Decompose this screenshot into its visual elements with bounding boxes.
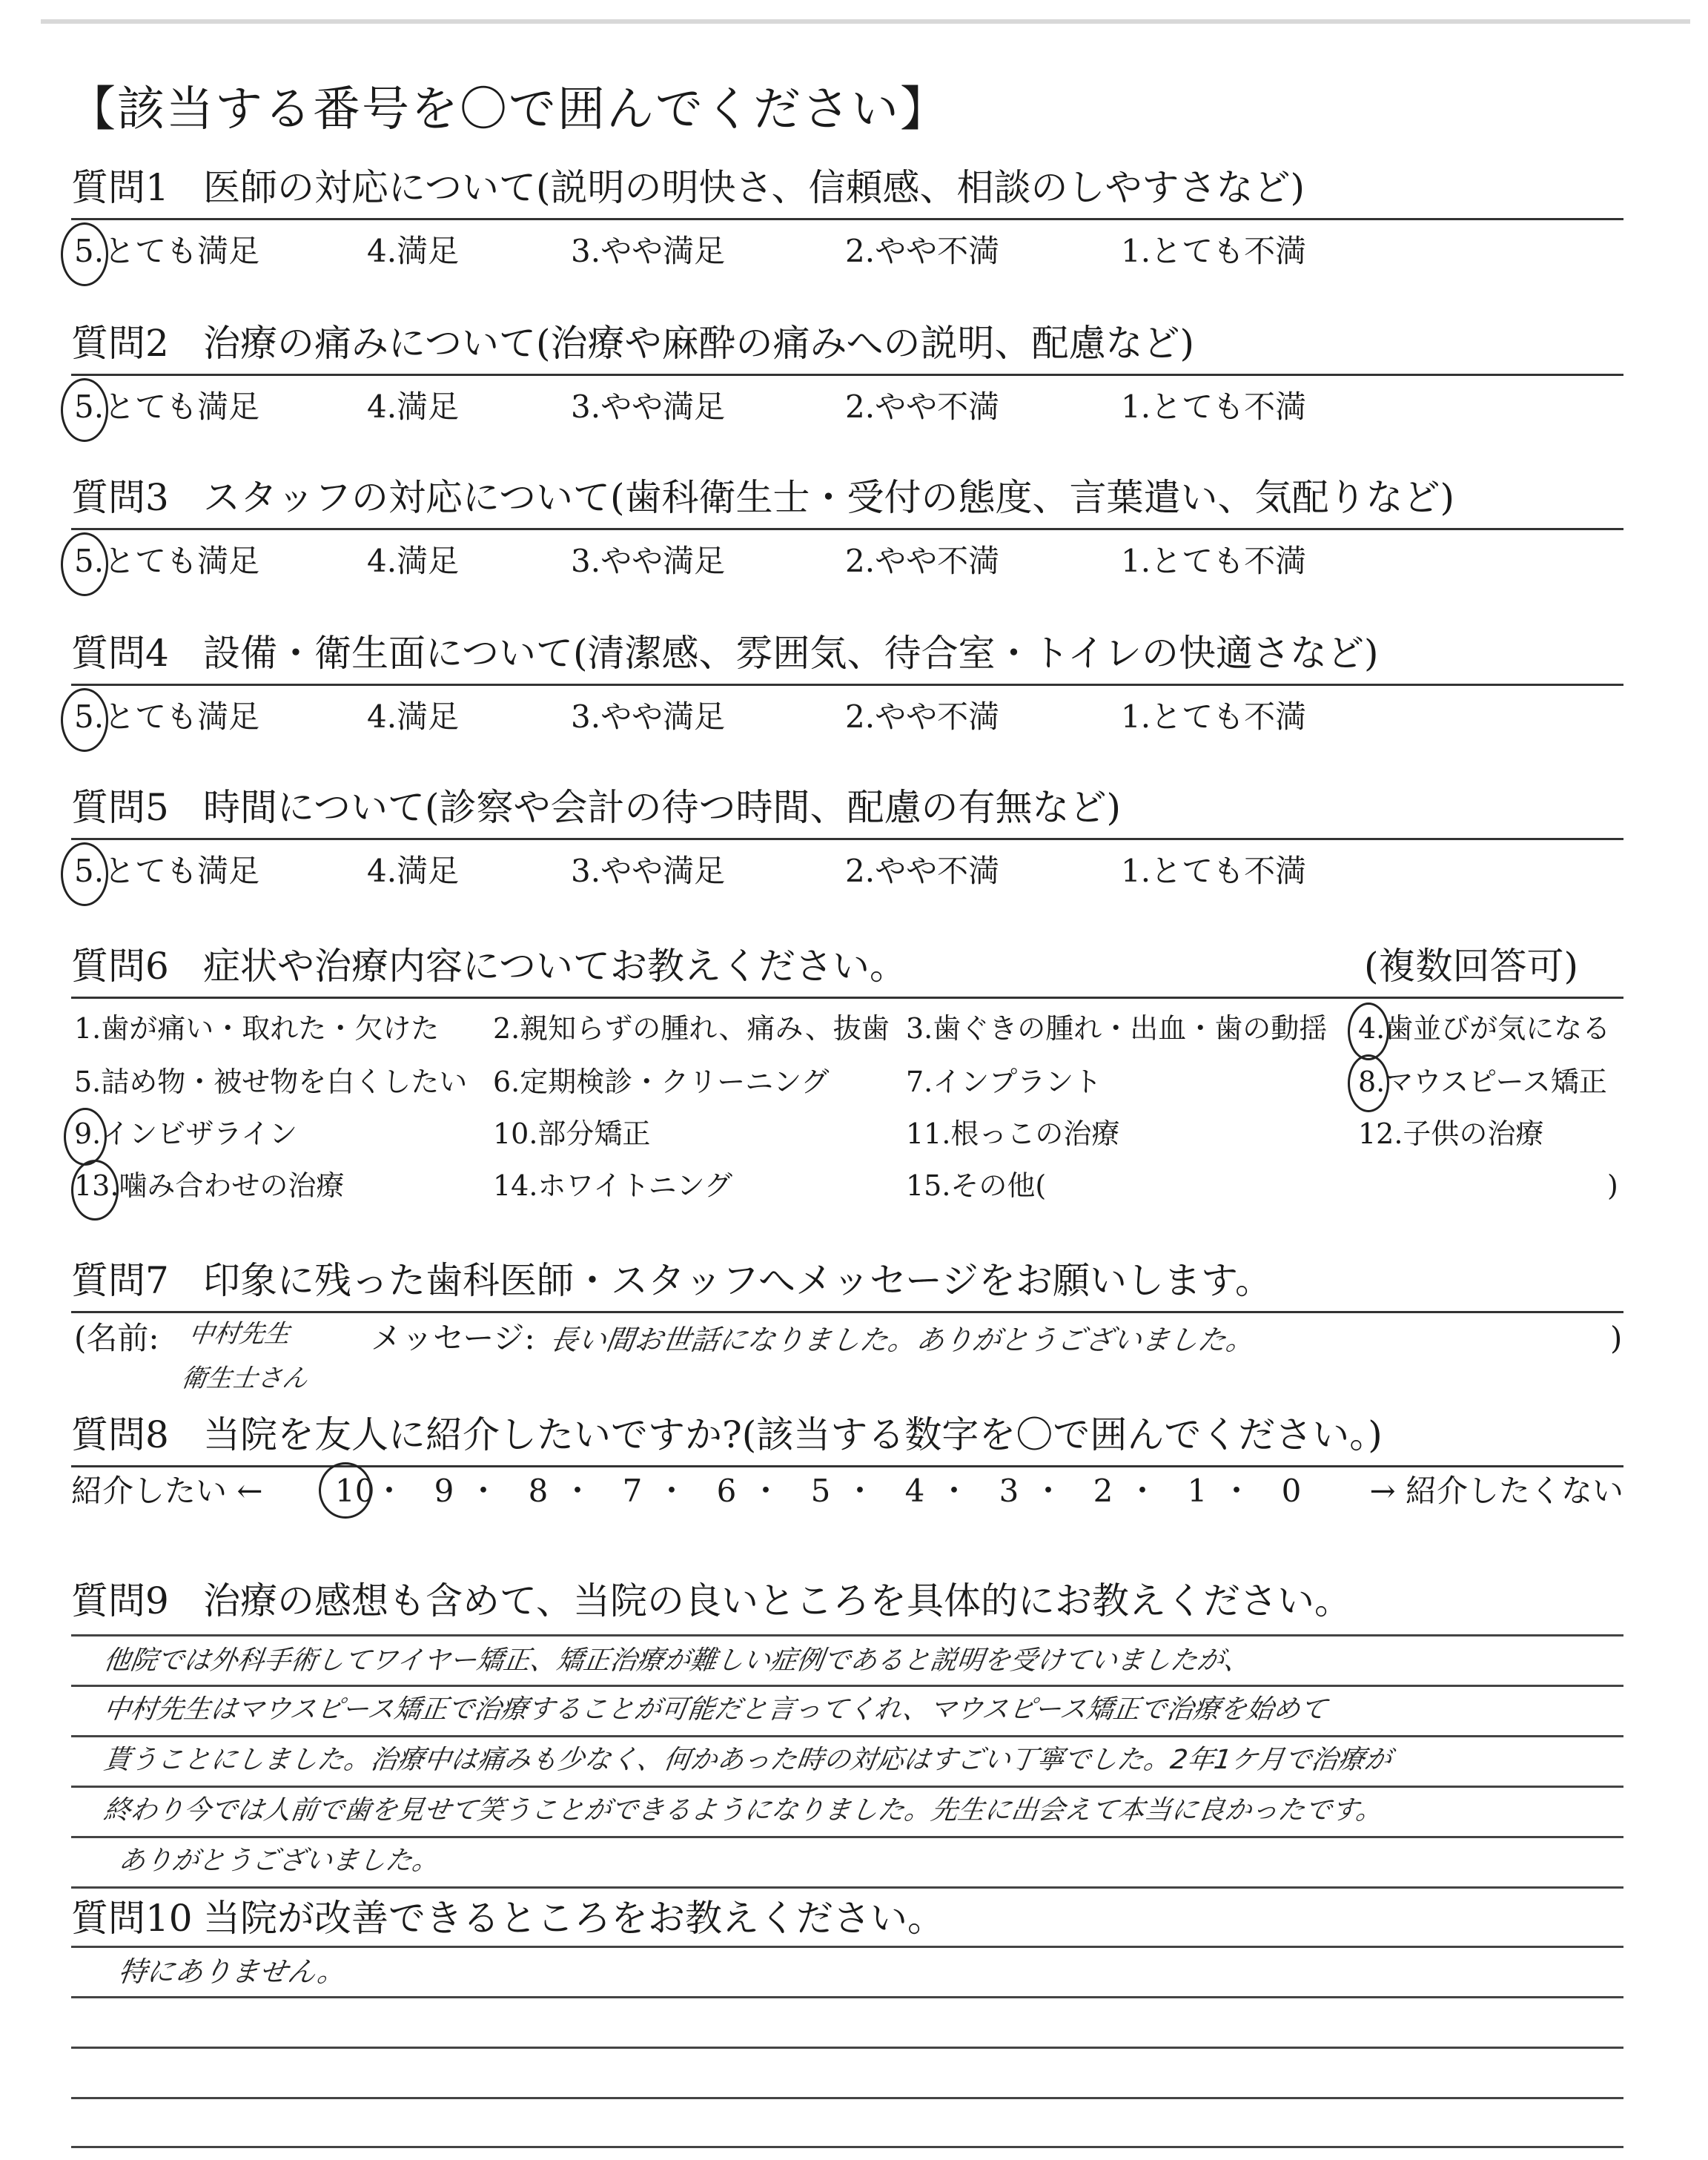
q6-note: (複数回答可) (1364, 945, 1579, 988)
q9-line-1 (71, 1634, 1623, 1636)
q2-option-3[interactable]: 3.やや満足 (571, 389, 726, 425)
q4-number: 質問4 (71, 632, 169, 675)
page-title: 【該当する番号を〇で囲んでください】 (68, 82, 949, 137)
q6-heading (71, 945, 907, 988)
q6-option-9[interactable]: 9.インビザライン (74, 1117, 298, 1150)
q9-line-3 (71, 1735, 1623, 1737)
q4-option-3[interactable]: 3.やや満足 (571, 698, 726, 735)
q6-selection-circle-13 (71, 1160, 119, 1221)
q5-option-1[interactable]: 1.とても不満 (1121, 853, 1307, 889)
q4-option-4[interactable]: 4.満足 (367, 698, 460, 735)
q3-option-5[interactable]: 5.とても満足 (74, 543, 260, 579)
q10-line-1 (71, 1946, 1623, 1948)
q6-selection-circle-9 (64, 1108, 107, 1166)
q5-number: 質問5 (71, 786, 169, 829)
q1-option-4[interactable]: 4.満足 (367, 233, 460, 269)
q8-scale-10[interactable]: 10 (335, 1473, 375, 1509)
q8-number: 質問8 (71, 1413, 169, 1456)
q9-line-6 (71, 1886, 1623, 1889)
q9-text: 治療の感想も含めて、当院の良いところを具体的にお教えください。 (203, 1579, 1351, 1622)
q4-rule (71, 684, 1623, 686)
q8-right-label: → 紹介したくない (1369, 1473, 1623, 1509)
q8-scale-8[interactable]: 8 (528, 1473, 549, 1509)
q2-text: 治療の痛みについて(治療や麻酔の痛みへの説明、配慮など) (203, 322, 1195, 365)
q8-text: 当院を友人に紹介したいですか?(該当する数字を〇で囲んでください。) (203, 1413, 1383, 1456)
q8-scale-dot: ・ (374, 1473, 406, 1509)
q8-scale-6[interactable]: 6 (716, 1473, 737, 1509)
q6-number: 質問6 (71, 945, 169, 988)
q8-scale-3[interactable]: 3 (999, 1473, 1019, 1509)
q1-number: 質問1 (71, 166, 169, 209)
q6-text: 症状や治療内容についてお教えください。 (203, 945, 907, 988)
q6-rule (71, 997, 1623, 999)
q9-line-4 (71, 1786, 1623, 1788)
q4-option-2[interactable]: 2.やや不満 (845, 698, 1000, 735)
q1-option-5[interactable]: 5.とても満足 (74, 233, 260, 269)
q5-option-3[interactable]: 3.やや満足 (571, 853, 726, 889)
q5-option-4[interactable]: 4.満足 (367, 853, 460, 889)
q6-selection-circle-4 (1348, 1003, 1389, 1060)
q2-selection-circle (61, 378, 108, 442)
q10-text: 当院が改善できるところをお教えください。 (203, 1897, 944, 1940)
q7-close-paren: ) (1610, 1320, 1623, 1356)
q3-heading (71, 476, 1455, 519)
q8-rule (71, 1465, 1623, 1467)
q3-text: スタッフの対応について(歯科衛生士・受付の態度、言葉遣い、気配りなど) (203, 476, 1455, 519)
q5-option-5[interactable]: 5.とても満足 (74, 853, 260, 889)
q6-option-7[interactable]: 7.インプラント (906, 1066, 1102, 1098)
q6-option-4[interactable]: 4.歯並びが気になる (1358, 1012, 1611, 1045)
q10-line-5 (71, 2146, 1623, 2148)
q5-text: 時間について(診察や会計の待つ時間、配慮の有無など) (203, 786, 1122, 829)
q8-scale-dot: ・ (844, 1473, 876, 1509)
q8-heading (71, 1413, 1383, 1456)
q9-answer-line-2: 中村先生はマウスピース矯正で治療することが可能だと言ってくれ、マウスピース矯正で治療を始めて (102, 1694, 1329, 1725)
q3-rule (71, 528, 1623, 530)
q3-number: 質問3 (71, 476, 169, 519)
q1-option-1[interactable]: 1.とても不満 (1121, 233, 1307, 269)
q7-message-value: 長い間お世話になりました。ありがとうございました。 (547, 1324, 1257, 1356)
q2-option-4[interactable]: 4.満足 (367, 389, 460, 425)
q9-line-2 (71, 1685, 1623, 1687)
q9-number: 質問9 (71, 1579, 169, 1622)
q10-heading (71, 1897, 944, 1940)
q6-option-15[interactable]: 15.その他( (906, 1169, 1047, 1202)
q4-text: 設備・衛生面について(清潔感、雰囲気、待合室・トイレの快適さなど) (203, 632, 1379, 675)
q8-scale-4[interactable]: 4 (904, 1473, 925, 1509)
q8-scale-dot: ・ (939, 1473, 970, 1509)
q4-option-1[interactable]: 1.とても不満 (1121, 698, 1307, 735)
q7-message-label: メッセージ: (371, 1320, 535, 1356)
q7-rule (71, 1311, 1623, 1313)
q6-option-6[interactable]: 6.定期検診・クリーニング (493, 1066, 830, 1098)
q5-rule (71, 838, 1623, 840)
q3-option-2[interactable]: 2.やや不満 (845, 543, 1000, 579)
q2-option-1[interactable]: 1.とても不満 (1121, 389, 1307, 425)
q3-option-3[interactable]: 3.やや満足 (571, 543, 726, 579)
q1-option-3[interactable]: 3.やや満足 (571, 233, 726, 269)
q1-text: 医師の対応について(説明の明快さ、信頼感、相談のしやすさなど) (203, 166, 1305, 209)
q2-option-2[interactable]: 2.やや不満 (845, 389, 1000, 425)
q8-scale-9[interactable]: 9 (434, 1473, 454, 1509)
q7-name-value: 中村先生 (187, 1319, 292, 1349)
q6-option-3[interactable]: 3.歯ぐきの腫れ・出血・歯の動揺 (906, 1012, 1328, 1045)
q7-number: 質問7 (71, 1259, 169, 1302)
q2-number: 質問2 (71, 322, 169, 365)
q5-heading (71, 786, 1122, 829)
q6-option-1[interactable]: 1.歯が痛い・取れた・欠けた (74, 1012, 440, 1045)
q8-scale-0[interactable]: 0 (1281, 1473, 1302, 1509)
q5-option-2[interactable]: 2.やや不満 (845, 853, 1000, 889)
q9-answer-line-5: ありがとうございました。 (116, 1846, 441, 1876)
q8-scale-7[interactable]: 7 (622, 1473, 643, 1509)
q1-selection-circle (61, 222, 108, 286)
q6-option-10[interactable]: 10.部分矯正 (493, 1117, 651, 1150)
q6-selection-circle-8 (1348, 1054, 1389, 1112)
q10-line-2 (71, 1996, 1623, 1998)
q3-option-1[interactable]: 1.とても不満 (1121, 543, 1307, 579)
q9-answer-line-1: 他院では外科手術してワイヤー矯正、矯正治療が難しい症例であると説明を受けていましたが、 (102, 1645, 1253, 1676)
q2-rule (71, 374, 1623, 376)
q4-selection-circle (61, 688, 108, 752)
q7-text: 印象に残った歯科医師・スタッフへメッセージをお願いします。 (203, 1259, 1272, 1302)
q8-scale-1[interactable]: 1 (1187, 1473, 1208, 1509)
q6-option-5[interactable]: 5.詰め物・被せ物を白くしたい (74, 1066, 468, 1098)
q8-scale-dot: ・ (1221, 1473, 1253, 1509)
q8-scale-dot: ・ (562, 1473, 594, 1509)
q6-option-2[interactable]: 2.親知らずの腫れ、痛み、抜歯 (493, 1012, 890, 1045)
q2-heading (71, 322, 1195, 365)
q9-line-5 (71, 1836, 1623, 1838)
q8-scale-dot: ・ (750, 1473, 782, 1509)
q8-scale-dot: ・ (468, 1473, 500, 1509)
q8-selection-circle (319, 1462, 375, 1519)
q3-option-4[interactable]: 4.満足 (367, 543, 460, 579)
q2-option-5[interactable]: 5.とても満足 (74, 389, 260, 425)
q9-answer-line-4: 終わり今では人前で歯を見せて笑うことができるようになりました。先生に出会えて本当に良かったです。 (102, 1795, 1386, 1826)
q1-heading (71, 166, 1305, 209)
q6-option-8[interactable]: 8.マウスピース矯正 (1358, 1066, 1607, 1098)
q8-scale-dot: ・ (1127, 1473, 1159, 1509)
q6-option-14[interactable]: 14.ホワイトニング (493, 1169, 733, 1202)
q4-option-5[interactable]: 5.とても満足 (74, 698, 260, 735)
q8-scale-dot: ・ (656, 1473, 688, 1509)
q10-line-4 (71, 2097, 1623, 2099)
q8-scale-2[interactable]: 2 (1093, 1473, 1113, 1509)
q10-answer: 特にありません。 (116, 1955, 348, 1988)
q5-selection-circle (61, 842, 108, 906)
q9-heading (71, 1579, 1351, 1622)
q1-rule (71, 218, 1623, 220)
q6-option-13[interactable]: 13.噛み合わせの治療 (74, 1169, 345, 1202)
q7-heading (71, 1259, 1272, 1302)
q6-other-close-paren: ) (1607, 1169, 1618, 1202)
q10-line-3 (71, 2047, 1623, 2049)
q6-option-11[interactable]: 11.根っこの治療 (906, 1117, 1120, 1150)
q8-scale-5[interactable]: 5 (810, 1473, 831, 1509)
q4-heading (71, 632, 1379, 675)
q7-name-value-2: 衛生士さん (179, 1364, 310, 1393)
q3-selection-circle (61, 532, 108, 596)
q6-option-12[interactable]: 12.子供の治療 (1358, 1117, 1544, 1150)
q7-name-label: (名前: (74, 1320, 159, 1356)
top-border (41, 19, 1690, 24)
q10-number: 質問10 (71, 1897, 193, 1940)
q1-option-2[interactable]: 2.やや不満 (845, 233, 1000, 269)
q8-left-label: 紹介したい ← (71, 1473, 263, 1509)
q9-answer-line-3: 貰うことにしました。治療中は痛みも少なく、何かあった時の対応はすごい丁寧でした。2年1ケ月で治療が (102, 1745, 1394, 1775)
q8-scale-dot: ・ (1033, 1473, 1065, 1509)
